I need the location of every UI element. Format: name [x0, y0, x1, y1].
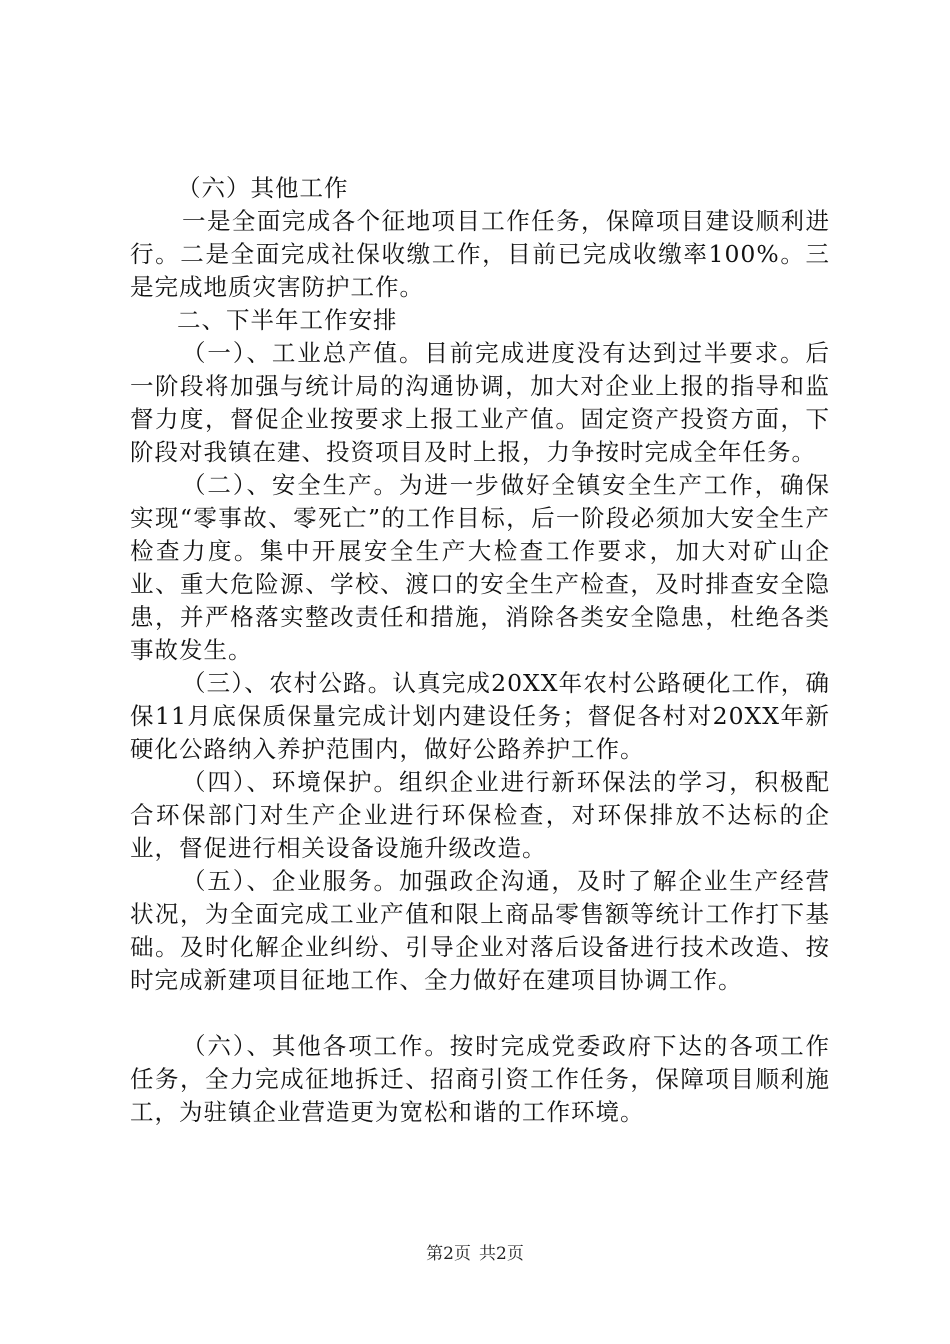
- paragraph-industrial-output: （一）、工业总产值。目前完成进度没有达到过半要求。后一阶段将加强与统计局的沟通协调，加大对企业上报的指导和监督力度，督促企业按要求上报工业产值。固定资产投资方面，下阶段对我镇在建、投资项目及时上报，力争按时完成全年任务。: [130, 339, 830, 466]
- paragraph-environmental-protection: （四）、环境保护。组织企业进行新环保法的学习，积极配合环保部门对生产企业进行环保检查，对环保排放不达标的企业，督促进行相关设备设施升级改造。: [130, 768, 830, 862]
- paragraph-rural-roads: （三）、农村公路。认真完成20XX年农村公路硬化工作，确保11月底保质保量完成计划内建设任务；督促各村对20XX年新硬化公路纳入养护范围内，做好公路养护工作。: [130, 669, 830, 763]
- page-footer: [0, 1243, 950, 1265]
- section-heading-other-work: （六）其他工作: [177, 174, 349, 202]
- document-body: [130, 172, 830, 1129]
- paragraph-other-tasks: （六）、其他各项工作。按时完成党委政府下达的各项工作任务，全力完成征地拆迁、招商引资工作任务，保障项目顺利施工，为驻镇企业营造更为宽松和谐的工作环境。: [130, 1032, 830, 1126]
- paragraph-enterprise-service: （五）、企业服务。加强政企沟通，及时了解企业生产经营状况，为全面完成工业产值和限上商品零售额等统计工作打下基础。及时化解企业纠纷、引导企业对落后设备进行技术改造、按时完成新建项目征地工作、全力做好在建项目协调工作。: [130, 867, 830, 994]
- paragraph-safety-production: （二）、安全生产。为进一步做好全镇安全生产工作，确保实现“零事故、零死亡”的工作目标，后一阶段必须加大安全生产检查力度。集中开展安全生产大检查工作要求，加大对矿山企业、重大危险源、学校、渡口的安全生产检查，及时排查安全隐患，并严格落实整改责任和措施，消除各类安全隐患，杜绝各类事故发生。: [130, 471, 830, 664]
- paragraph-other-work: 一是全面完成各个征地项目工作任务，保障项目建设顺利进行。二是全面完成社保收缴工作，目前已完成收缴率100%。三是完成地质灾害防护工作。: [130, 207, 830, 301]
- section-heading-second-half-plan: 二、下半年工作安排: [177, 306, 398, 334]
- page-number-current: 第2页: [426, 1244, 471, 1264]
- page-number-total: 共2页: [479, 1244, 524, 1264]
